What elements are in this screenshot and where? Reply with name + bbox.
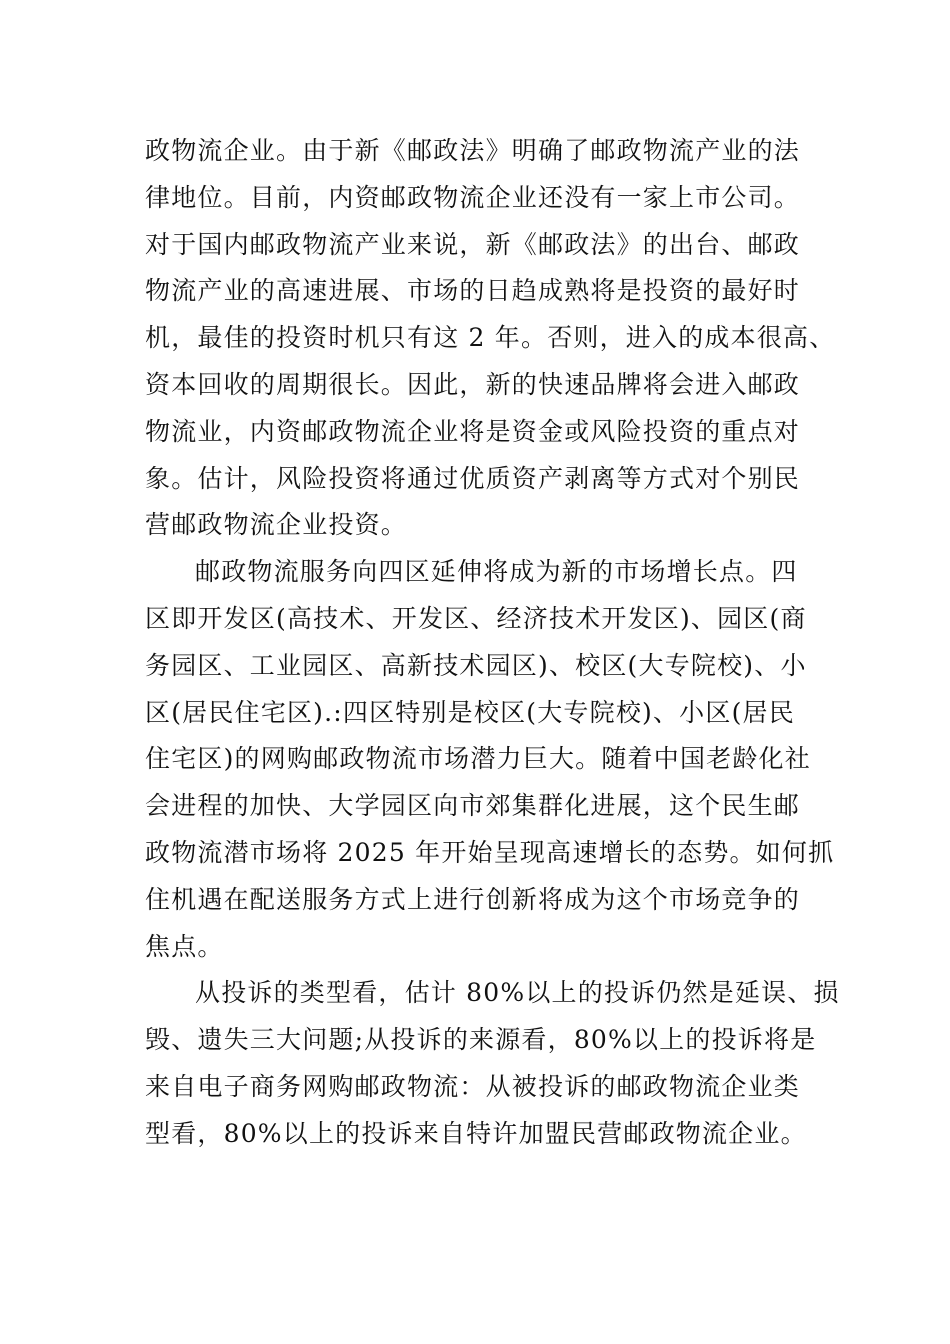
paragraph-line: 从投诉的类型看，估计 80%以上的投诉仍然是延误、损 <box>195 978 840 1008</box>
paragraph-line: 政物流潜市场将 2025 年开始呈现高速增长的态势。如何抓 <box>145 837 835 867</box>
paragraph-line: 营邮政物流企业投资。 <box>145 510 408 540</box>
paragraph-3 <box>145 970 840 1157</box>
paragraph-line: 对于国内邮政物流产业来说，新《邮政法》的出台、邮政 <box>145 229 801 259</box>
paragraph-line: 毁、遗失三大问题;从投诉的来源看，80%以上的投诉将是 <box>145 1025 817 1055</box>
paragraph-line: 住宅区)的网购邮政物流市场潜力巨大。随着中国老龄化社 <box>145 744 811 774</box>
document-body <box>145 128 840 1158</box>
paragraph-line: 物流产业的高速进展、市场的日趋成熟将是投资的最好时 <box>145 276 801 306</box>
paragraph-2 <box>145 549 835 970</box>
paragraph-line: 邮政物流服务向四区延伸将成为新的市场增长点。四 <box>195 557 798 587</box>
paragraph-line: 型看，80%以上的投诉来自特许加盟民营邮政物流企业。 <box>145 1118 807 1148</box>
paragraph-line: 区(居民住宅区).:四区特别是校区(大专院校)、小区(居民 <box>145 697 795 727</box>
paragraph-line: 机，最佳的投资时机只有这 2 年。否则，进入的成本很高、 <box>145 323 836 353</box>
paragraph-line: 来自电子商务网购邮政物流：从被投诉的邮政物流企业类 <box>145 1071 801 1101</box>
paragraph-line: 焦点。 <box>145 931 224 961</box>
paragraph-line: 区即开发区(高技术、开发区、经济技术开发区)、园区(商 <box>145 603 807 633</box>
paragraph-line: 资本回收的周期很长。因此，新的快速品牌将会进入邮政 <box>145 369 801 399</box>
paragraph-1 <box>145 128 836 549</box>
paragraph-line: 住机遇在配送服务方式上进行创新将成为这个市场竞争的 <box>145 884 801 914</box>
paragraph-line: 会进程的加快、大学园区向市郊集群化进展，这个民生邮 <box>145 791 801 821</box>
paragraph-line: 律地位。目前，内资邮政物流企业还没有一家上市公司。 <box>145 182 801 212</box>
paragraph-line: 务园区、工业园区、高新技术园区)、校区(大专院校)、小 <box>145 650 807 680</box>
paragraph-line: 政物流企业。由于新《邮政法》明确了邮政物流产业的法 <box>145 136 801 165</box>
paragraph-line: 物流业，内资邮政物流企业将是资金或风险投资的重点对 <box>145 416 801 446</box>
paragraph-line: 象。估计，风险投资将通过优质资产剥离等方式对个别民 <box>145 463 801 493</box>
